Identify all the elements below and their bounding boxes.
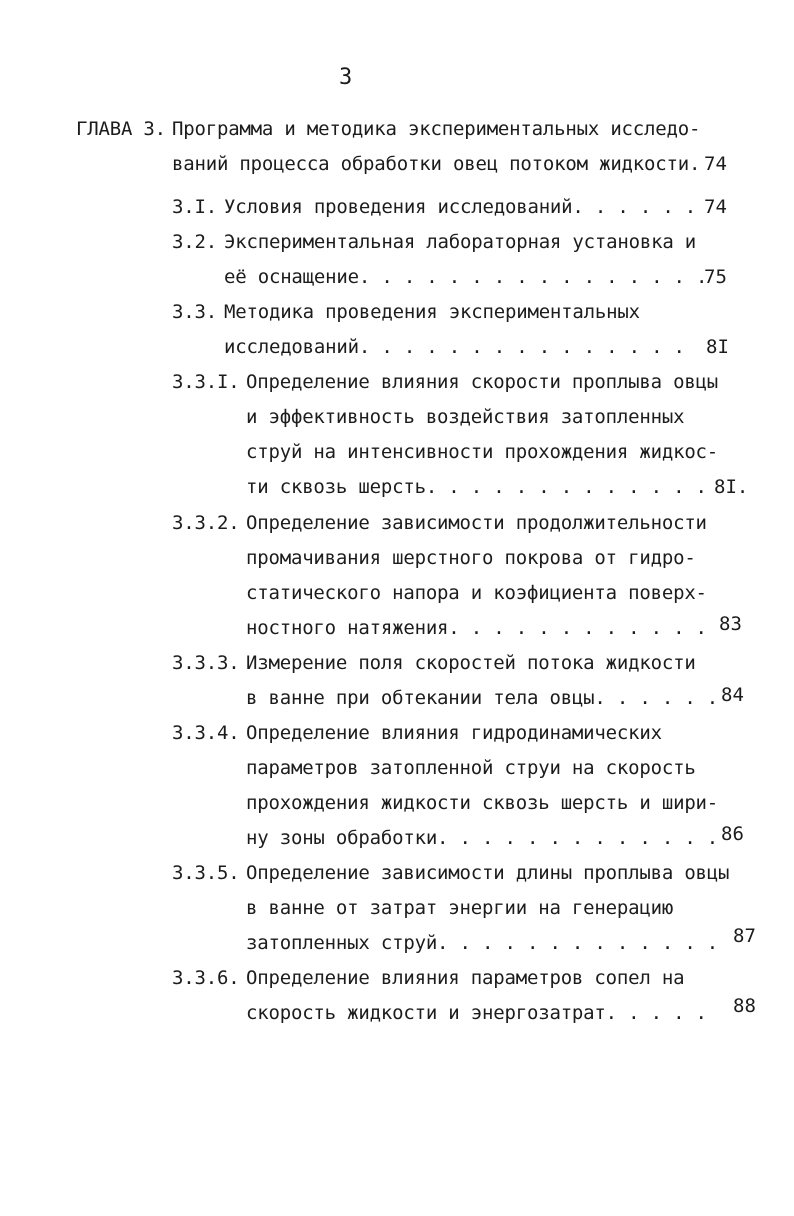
entry-3-3-1-number: 3.3.I. — [172, 371, 240, 393]
entry-3-3-4-line-1: Определение влияния гидродинамических — [246, 722, 662, 744]
entry-3-1-line-1: Условия проведения исследований. . . . . . — [224, 196, 697, 218]
entry-3-3-6-number: 3.3.6. — [172, 967, 240, 989]
entry-3-1-page: 74 — [704, 196, 727, 218]
entry-3-3-4-number: 3.3.4. — [172, 722, 240, 744]
entry-3-3-4-line-2: параметров затопленной струи на скорость — [246, 757, 696, 779]
entry-3-3-2-page: 83 — [719, 613, 742, 635]
entry-3-3-1-line-2: и эффективность воздействия затопленных — [246, 406, 685, 428]
entry-3-3-2-line-1: Определение зависимости продолжительности — [246, 512, 707, 534]
entry-3-3-5-number: 3.3.5. — [172, 862, 240, 884]
entry-3-3-1-line-1: Определение влияния скорости проплыва овцы — [246, 371, 719, 393]
entry-3-3-5-line-1: Определение зависимости длины проплыва овцы — [246, 862, 730, 884]
entry-3-3-2-line-4: ностного натяжения. . . . . . . . . . . . — [246, 617, 707, 639]
entry-3-3-1-line-4: ти сквозь шерсть. . . . . . . . . . . . . — [246, 476, 707, 498]
entry-3-3-6-line-2: скорость жидкости и энергозатрат. . . . . — [246, 1002, 707, 1024]
entry-3-3-4-line-4: ну зоны обработки. . . . . . . . . . . . . — [246, 827, 719, 849]
chapter-page: 74 — [704, 153, 727, 175]
entry-3-2-line-2: её оснащение. . . . . . . . . . . . . . . . — [224, 266, 708, 288]
page-number: 3 — [339, 65, 353, 90]
entry-3-3-6-line-1: Определение влияния параметров сопел на — [246, 967, 685, 989]
entry-3-3-4-line-3: прохождения жидкости сквозь шерсть и шири- — [246, 792, 719, 814]
entry-3-3-5-line-2: в ванне от затрат энергии на генерацию — [246, 897, 674, 919]
entry-3-3-1-page: 8I. — [714, 476, 749, 498]
entry-3-3-3-line-2: в ванне при обтекании тела овцы. . . . . . — [246, 687, 719, 709]
entry-3-3-3-number: 3.3.3. — [172, 652, 240, 674]
entry-3-3-2-line-2: промачивания шерстного покрова от гидро- — [246, 547, 696, 569]
entry-3-3-page: 8I — [706, 336, 729, 358]
entry-3-1-number: 3.I. — [172, 196, 217, 218]
entry-3-3-3-page: 84 — [721, 684, 744, 706]
entry-3-2-line-1: Экспериментальная лабораторная установка и — [224, 231, 697, 253]
entry-3-2-number: 3.2. — [172, 231, 217, 253]
entry-3-3-number: 3.3. — [172, 301, 217, 323]
entry-3-3-5-line-3: затопленных струй. . . . . . . . . . . . . — [246, 932, 719, 954]
chapter-title-line-1: Программа и методика экспериментальных исследо- — [172, 118, 701, 140]
entry-3-3-5-page: 87 — [733, 925, 756, 947]
chapter-title-line-2: ваний процесса обработки овец потоком жидкости. — [172, 153, 701, 175]
entry-3-2-page: 75 — [704, 266, 727, 288]
entry-3-3-3-line-1: Измерение поля скоростей потока жидкости — [246, 652, 696, 674]
chapter-label: ГЛАВА 3. — [76, 118, 166, 140]
entry-3-3-line-1: Методика проведения экспериментальных — [224, 301, 640, 323]
entry-3-3-2-line-3: статического напора и коэфициента поверх- — [246, 582, 707, 604]
entry-3-3-4-page: 86 — [721, 823, 744, 845]
entry-3-3-6-page: 88 — [733, 995, 756, 1017]
entry-3-3-2-number: 3.3.2. — [172, 512, 240, 534]
entry-3-3-1-line-3: струй на интенсивности прохождения жидкос- — [246, 441, 719, 463]
entry-3-3-line-2: исследований. . . . . . . . . . . . . . . — [224, 336, 685, 358]
